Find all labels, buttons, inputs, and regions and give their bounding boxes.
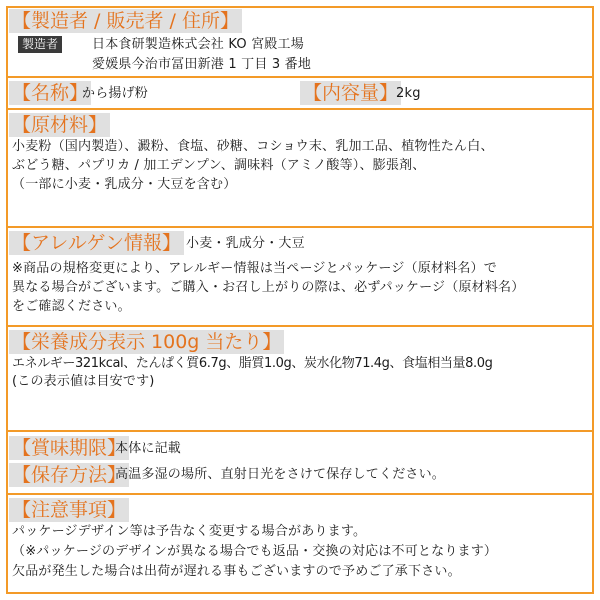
allergy-note-line: ※商品の規格変更により、アレルギー情報は当ページとパッケージ（原材料名）で [12,261,497,276]
notes-heading: 【注意事項】 [9,498,129,522]
product-name-heading: 【名称】 [9,81,91,105]
allergy-note-line: 異なる場合がございます。ご購入・お召し上がりの際は、必ずパッケージ（原材料名） [12,280,525,295]
divider-expiry-storage [6,493,594,495]
divider-ingredients [6,226,594,228]
storage-value: 高温多湿の場所、直射日光をさけて保存してください。 [115,467,446,482]
divider-product [6,108,594,110]
nutrition-line: エネルギー321kcal、たんぱく質6.7g、脂質1.0g、炭水化物71.4g、食塩相当量8.0g [12,356,493,371]
expiry-value: 本体に記載 [115,441,182,456]
ingredients-heading: 【原材料】 [9,113,110,137]
notes-line: （※パッケージのデザインが異なる場合でも返品・交換の対応は不可となります） [12,544,498,559]
content-heading: 【内容量】 [300,81,401,105]
divider-nutrition [6,430,594,432]
notes-line: パッケージデザイン等は予告なく変更する場合があります。 [12,524,367,539]
notes-line: 欠品が発生した場合は出荷が遅れる事もございますので予めご了承下さい。 [12,564,461,579]
divider-allergy [6,325,594,327]
ingredients-line: ぶどう糖、パプリカ / 加工デンプン、調味料（アミノ酸等）、膨張剤、 [12,158,426,173]
maker-address: 愛媛県今治市冨田新港 1 丁目 3 番地 [92,57,312,72]
product-name-value: から揚げ粉 [82,86,149,101]
allergy-note-line: をご確認ください。 [12,299,131,314]
maker-company: 日本食研製造株式会社 KO 宮殿工場 [92,37,304,52]
divider-maker [6,76,594,78]
storage-heading: 【保存方法】 [9,463,129,487]
ingredients-line: 小麦粉（国内製造）、澱粉、食塩、砂糖、コショウ末、乳加工品、植物性たん白、 [12,139,494,154]
nutrition-heading: 【栄養成分表示 100g 当たり】 [9,330,284,354]
expiry-heading: 【賞味期限】 [9,436,129,460]
maker-heading: 【製造者 / 販売者 / 住所】 [9,9,242,33]
ingredients-line: （一部に小麦・乳成分・大豆を含む） [12,177,237,192]
allergy-heading: 【アレルゲン情報】 [9,231,184,255]
nutrition-line: (この表示値は目安です) [12,374,155,389]
maker-label-badge: 製造者 [18,36,62,53]
content-value: 2kg [396,86,421,101]
allergy-value: 小麦・乳成分・大豆 [186,236,305,251]
